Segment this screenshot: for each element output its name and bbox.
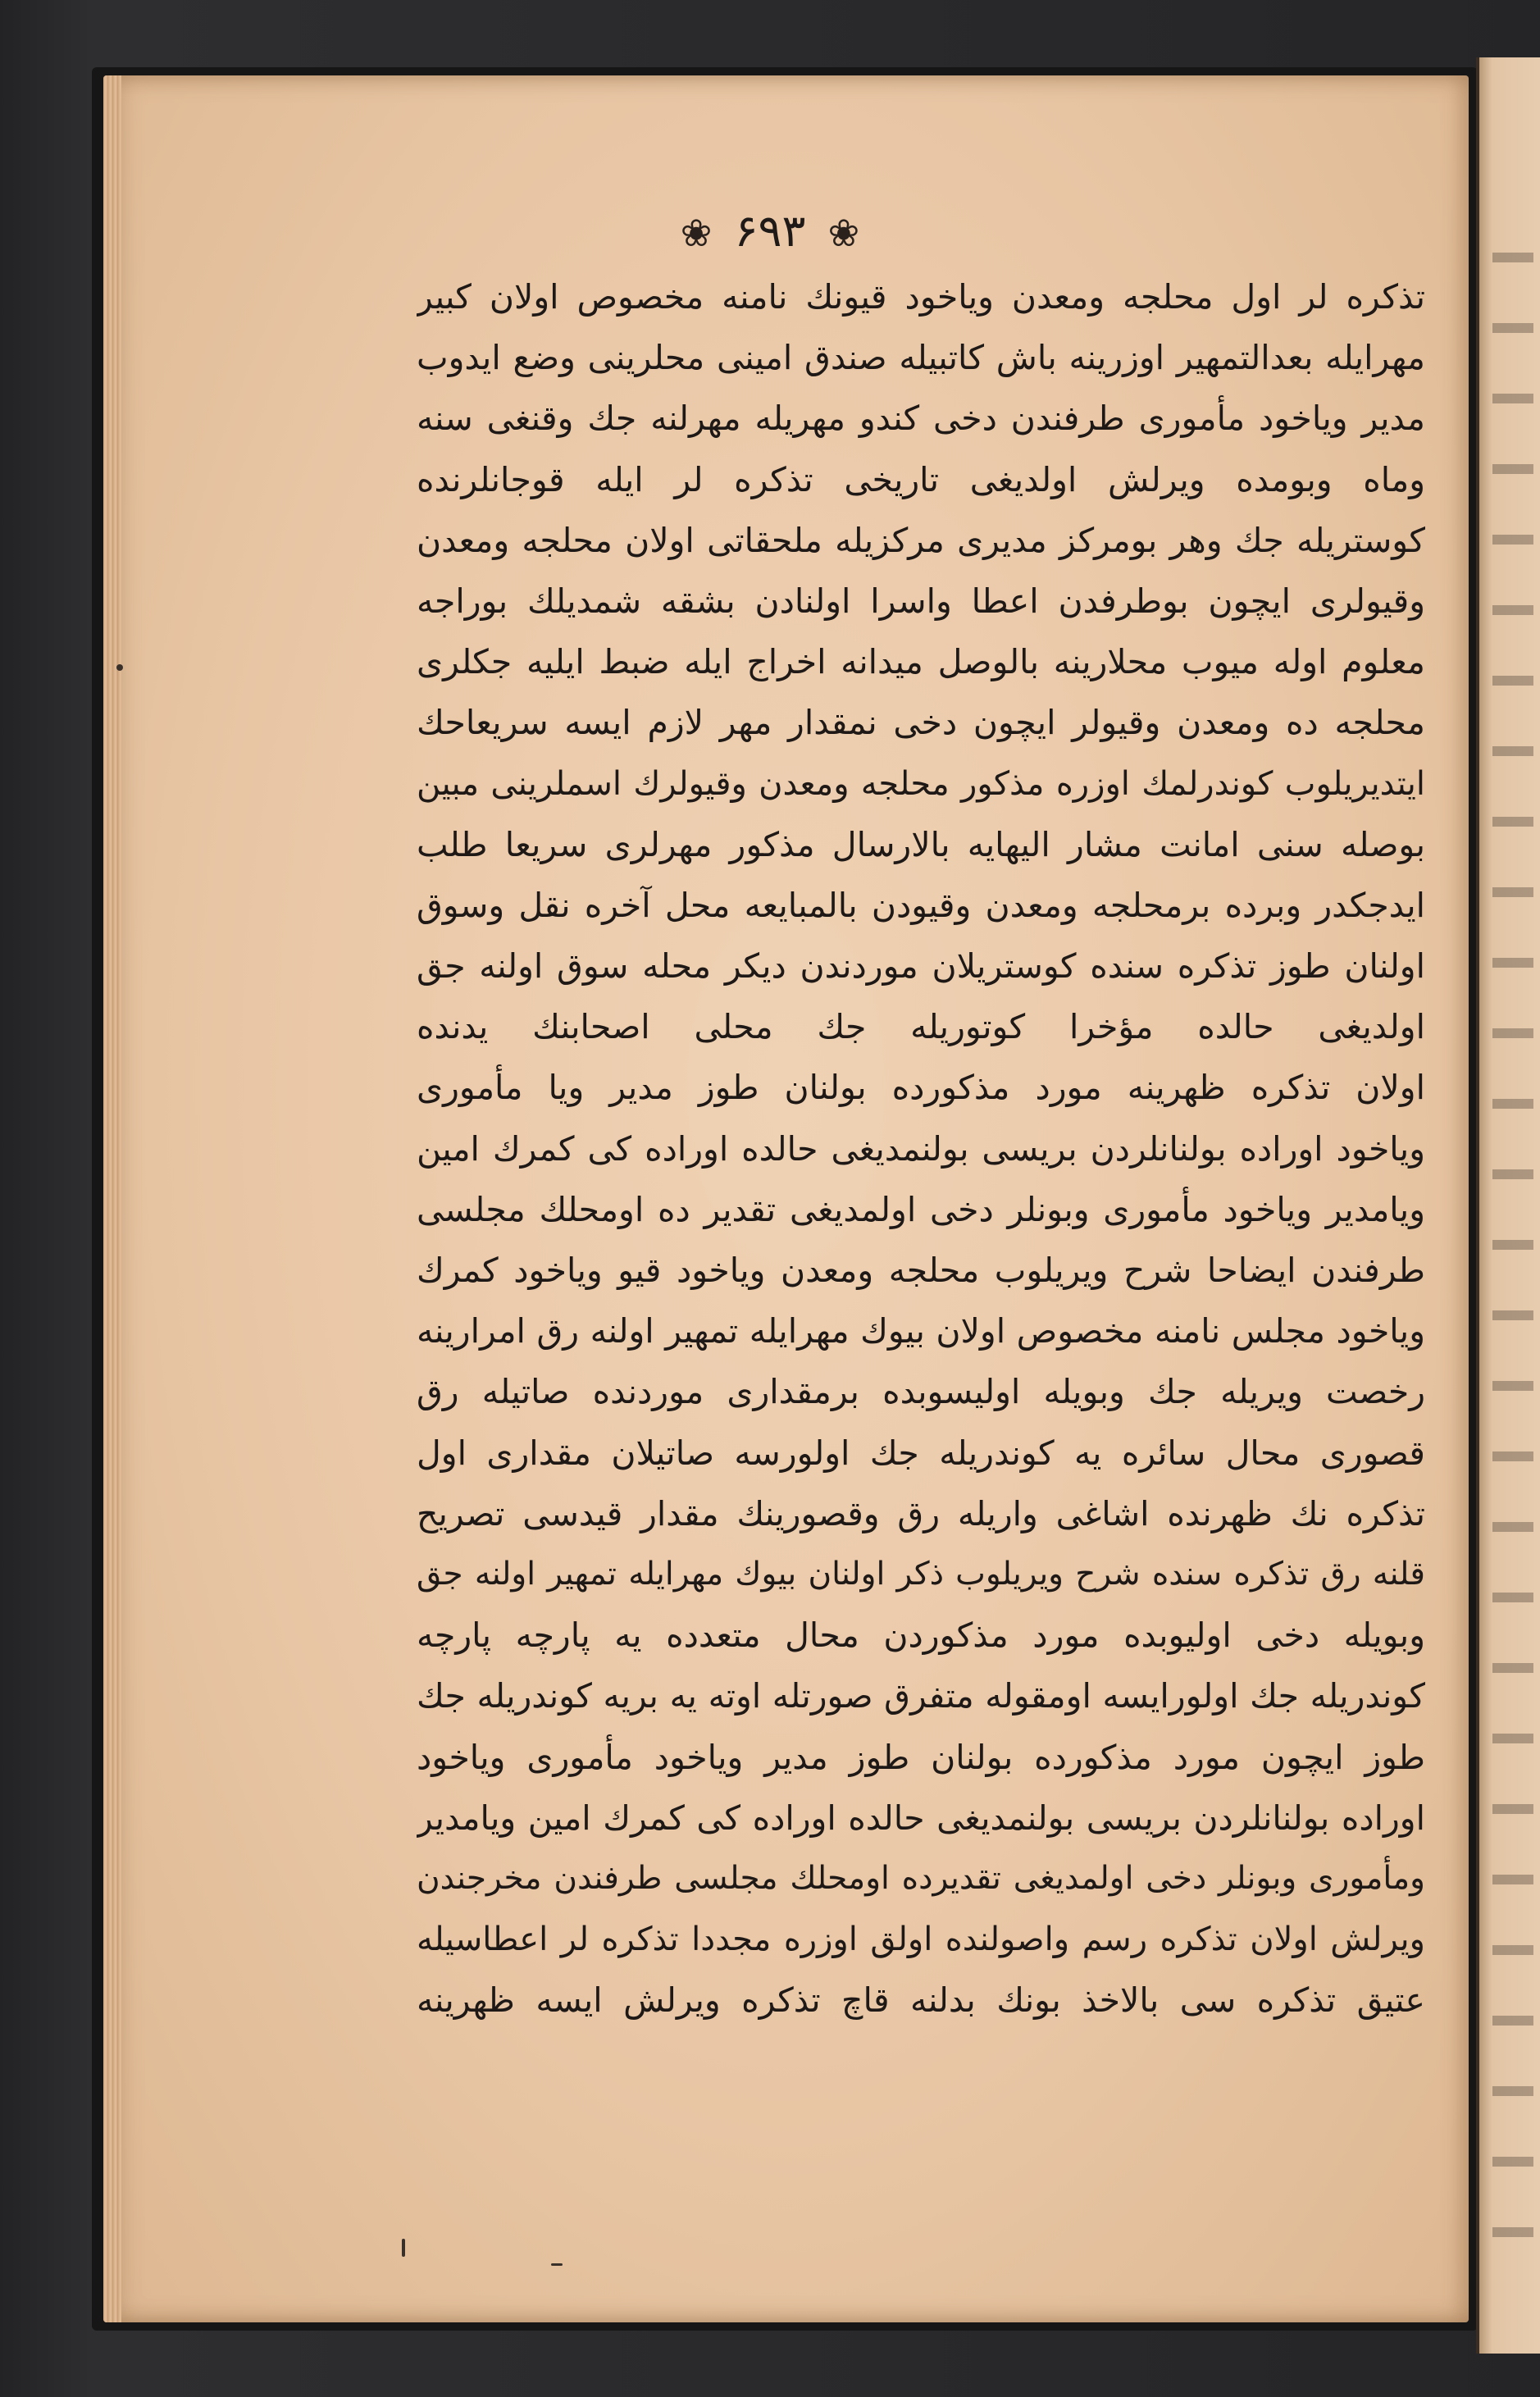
body-text [417, 267, 1425, 2030]
text-line: وقيولرى ايچون بوطرفدن اعطا واسرا اولنادن بشقه شمديلك بوراجه [417, 581, 1425, 621]
text-line: مهرايله بعدالتمهير اوزرينه باش كاتبيله صندق امينى محلرينى وضع ايدوب [417, 338, 1425, 378]
text-line: ويرلش اولان تذكره رسم واصولنده اولق اوزره مجددا تذكره لر اعطاسيله [417, 1921, 1425, 1959]
text-line: اولان تذكره ظهرينه مورد مذكورده بولنان طوز مدير ويا مأمورى [417, 1068, 1425, 1108]
text-line: معلوم اوله ميوب محلارينه بالوصل ميدانه اخراج ايله ضبط ايليه جكلرى [417, 642, 1425, 682]
adjacent-page-text-fragments [1492, 205, 1533, 2255]
right-ornament-icon: ❀ [827, 211, 860, 255]
text-line: بوصله سنى امانت مشار اليهايه بالارسال مذكور مهرلرى سريعا طلب [417, 824, 1425, 864]
text-line: كوندريله جك اولورايسه اومقوله متفرق صورتله اوته يه بريه كوندريله جك [417, 1676, 1425, 1716]
text-line: محلجه ده ومعدن وقيولر ايچون دخى نمقدار مهر لازم ايسه سريعاحك [417, 703, 1425, 743]
text-line: قلنه رق تذكره سنده شرح ويريلوب ذكر اولنان بيوك مهرايله تمهير اولنه جق [417, 1555, 1425, 1593]
text-line: طوز ايچون مورد مذكورده بولنان طوز مدير وياخود مأمورى وياخود [417, 1737, 1425, 1777]
text-line: تذکره لر اول محلجه ومعدن وياخود قيونك نامنه مخصوص اولان كبير [417, 277, 1425, 317]
text-line: قصورى محال سائره يه كوندريله جك اولورسه صاتيلان مقدارى اول [417, 1433, 1425, 1473]
text-line: اولنان طوز تذكره سنده كوستريلان موردندن ديكر محله سوق اولنه جق [417, 946, 1425, 987]
text-line: كوستريله جك وهر بومركز مديرى مركزيله ملحقاتى اولان محلجه ومعدن [417, 520, 1425, 560]
page-edges [103, 75, 121, 2322]
text-line: تذكره نك ظهرنده اشاغى واريله رق وقصورينك مقدار قيدسى تصريح [417, 1493, 1425, 1533]
text-line: ويامدير وياخود مأمورى وبونلر دخى اولمديغى تقدير ده اومحلك مجلسى [417, 1189, 1425, 1229]
text-line: رخصت ويريله جك وبويله اوليسوبده برمقدارى موردنده صاتيله رق [417, 1372, 1425, 1412]
ink-speck [402, 2239, 405, 2257]
text-line: ايدجكدر وبرده برمحلجه ومعدن وقيودن بالمبايعه محل آخره نقل وسوق [417, 885, 1425, 925]
page-number: ۶۹۳ [734, 205, 806, 257]
text-line: طرفندن ايضاحا شرح ويريلوب محلجه ومعدن وياخود قيو وياخود كمرك [417, 1251, 1425, 1290]
text-line: وماه وبومده ويرلش اولديغى تاريخى تذكره لر ايله قوجانلرنده [417, 459, 1425, 499]
text-line: مدير وياخود مأمورى طرفندن دخى كندو مهريله مهرلنه جك وقنغى سنه [417, 399, 1425, 439]
text-line: عتيق تذكره سى بالاخذ بونك بدلنه قاچ تذكره ويرلش ايسه ظهرينه [417, 1980, 1425, 2021]
text-line: اوراده بولنانلردن بريسى بولنمديغى حالده اوراده كى كمرك امين ويامدير [417, 1798, 1425, 1838]
page-header [0, 205, 1540, 257]
text-line: وياخود اوراده بولنانلردن بريسى بولنمديغى حالده اوراده كى كمرك امين [417, 1128, 1425, 1169]
text-line: ايتديريلوب كوندرلمك اوزره مذكور محلجه ومعدن وقيولرك اسملرينى مبين [417, 764, 1425, 803]
text-line: اولديغى حالده مؤخرا كوتوريله جك محلى اصحابنك يدنده [417, 1007, 1425, 1047]
text-line: وياخود مجلس نامنه مخصوص اولان بيوك مهرايله تمهير اولنه رق امرارينه [417, 1311, 1425, 1351]
ink-speck [551, 2263, 563, 2266]
text-line: وبويله دخى اوليوبده مورد مذكوردن محال متعدده يه پارچه پارچه [417, 1615, 1425, 1656]
ink-speck [116, 664, 123, 671]
left-ornament-icon: ❀ [680, 211, 713, 255]
text-line: ومأمورى وبونلر دخى اولمديغى تقديرده اومحلك مجلسى طرفندن مخرجندن [417, 1859, 1425, 1897]
